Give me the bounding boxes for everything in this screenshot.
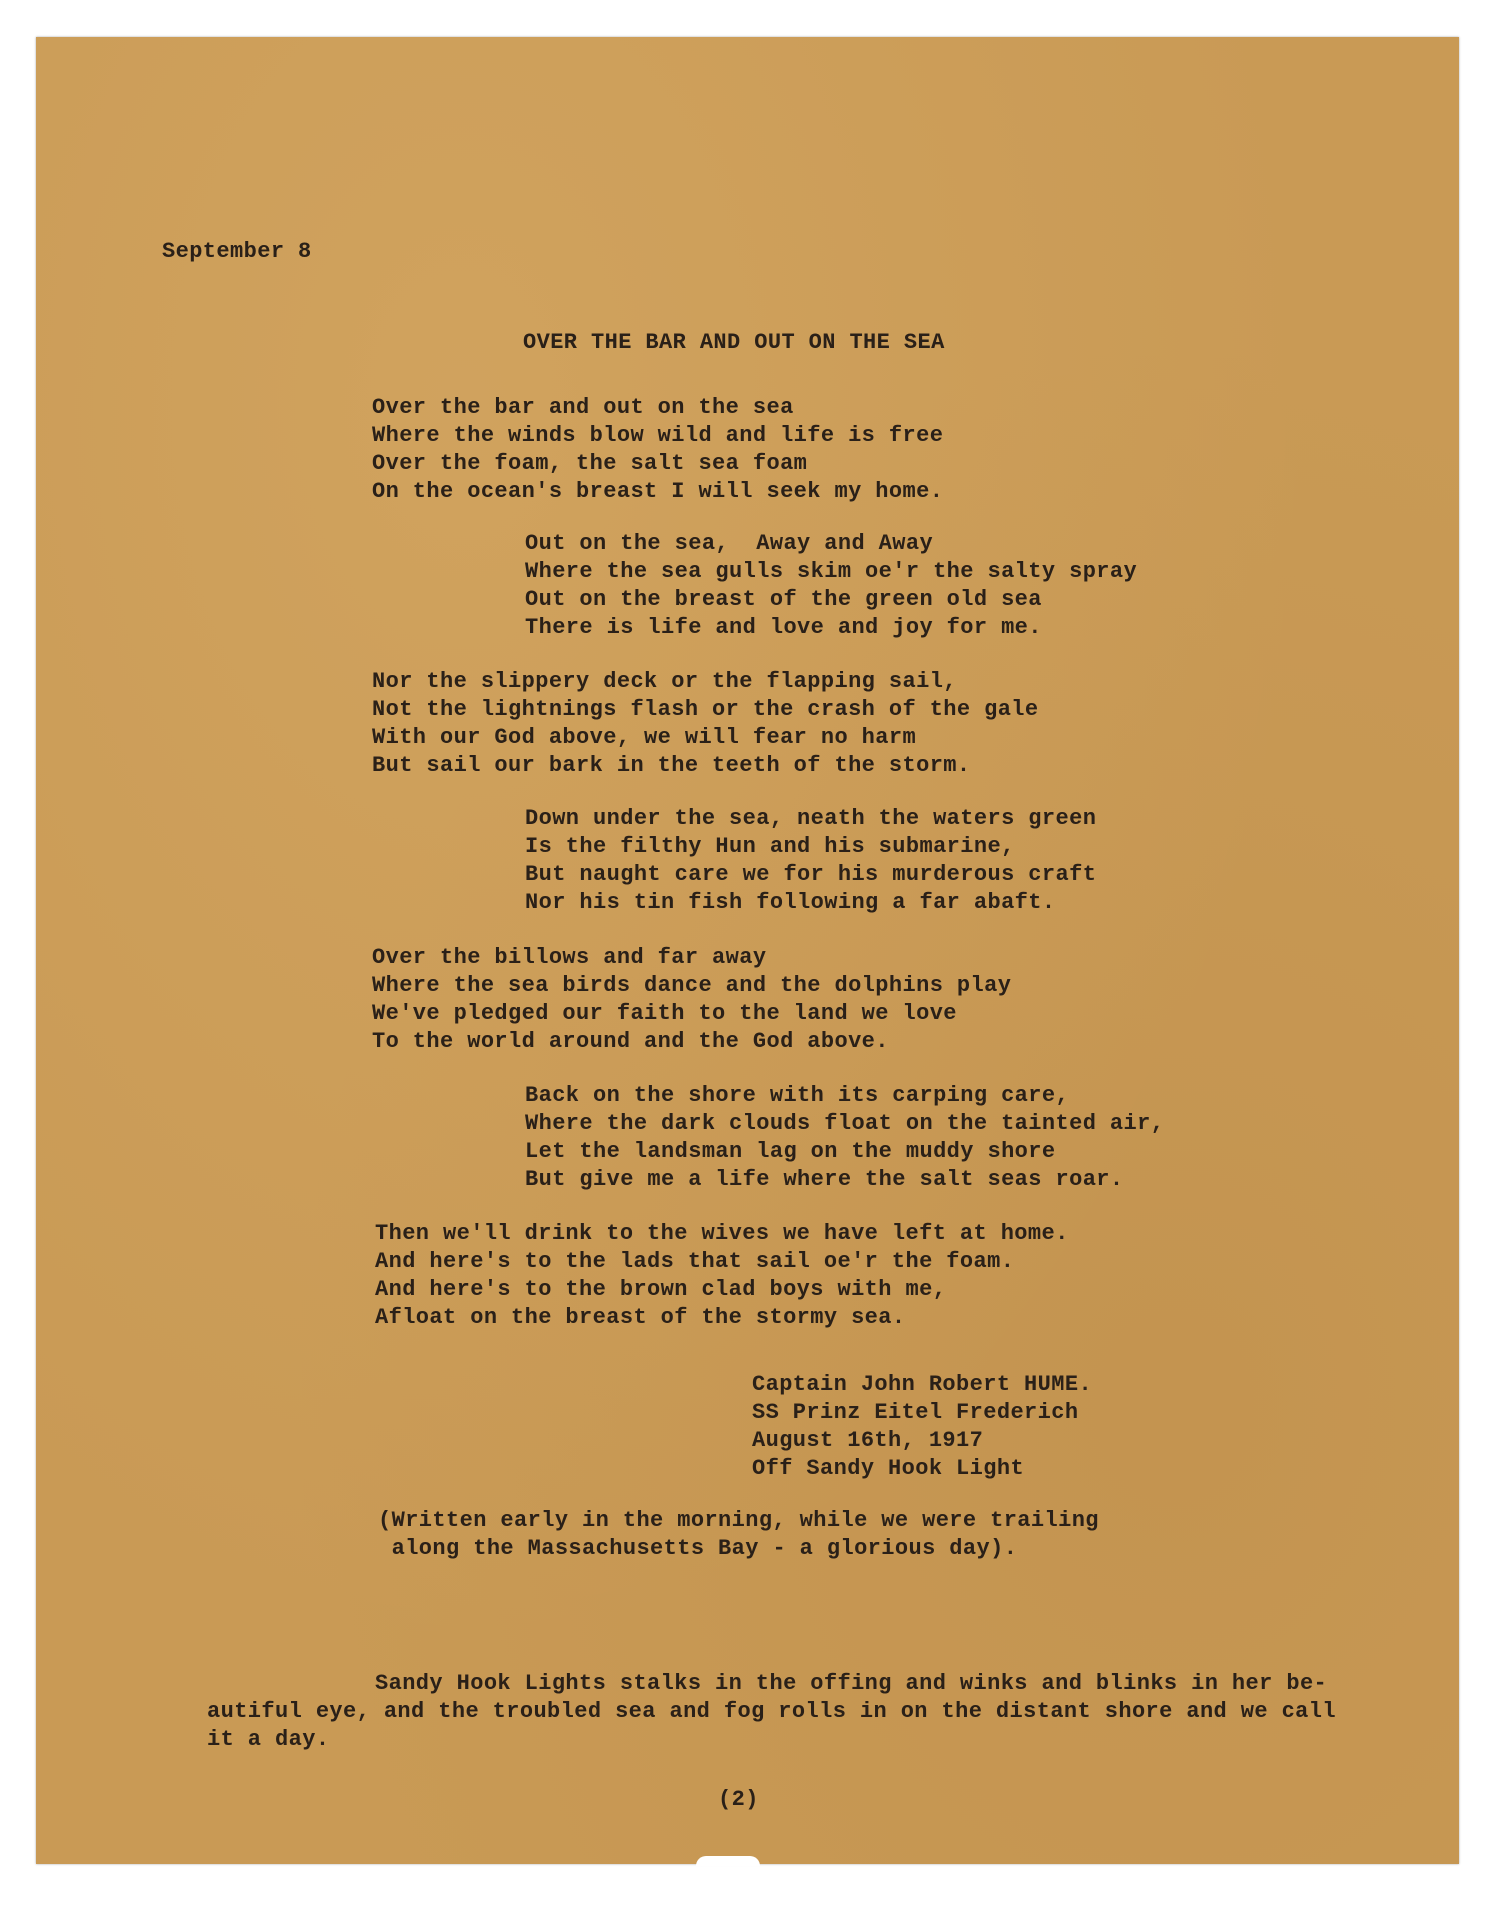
poem-line: But give me a life where the salt seas roar.	[525, 1167, 1124, 1192]
signature-line: August 16th, 1917	[752, 1428, 984, 1453]
poem-line: Nor his tin fish following a far abaft.	[525, 890, 1056, 915]
note-line: (Written early in the morning, while we were trailing	[378, 1508, 1099, 1533]
closing-paragraph: Sandy Hook Lights stalks in the offing and winks and blinks in her be-autiful eye, and the troubled sea and fog rolls in on the distant shore and we call it a day.	[207, 1671, 1336, 1752]
poem-line: There is life and love and joy for me.	[525, 615, 1042, 640]
poem-line: On the ocean's breast I will seek my home.	[372, 479, 944, 504]
poem-line: Over the billows and far away	[372, 945, 767, 970]
stanza-5	[372, 944, 1011, 1056]
poem-line: Nor the slippery deck or the flapping sail,	[372, 669, 957, 694]
signature-line: SS Prinz Eitel Frederich	[752, 1400, 1079, 1425]
poem-line: And here's to the brown clad boys with me,	[375, 1277, 947, 1302]
poem-line: With our God above, we will fear no harm	[372, 725, 917, 750]
signature-line: Off Sandy Hook Light	[752, 1456, 1025, 1481]
signature-line: Captain John Robert HUME.	[752, 1372, 1093, 1397]
poem-line: Where the sea gulls skim oe'r the salty spray	[525, 559, 1138, 584]
stanza-6	[525, 1082, 1164, 1194]
poem-line: Down under the sea, neath the waters green	[525, 806, 1097, 831]
poem-line: Let the landsman lag on the muddy shore	[525, 1139, 1056, 1164]
poem-line: Then we'll drink to the wives we have left at home.	[375, 1221, 1069, 1246]
page-number: (2)	[718, 1787, 759, 1812]
stanza-4	[525, 805, 1096, 917]
signature-block	[752, 1371, 1092, 1483]
page-tear-notch	[696, 1856, 760, 1866]
poem-line: Afloat on the breast of the stormy sea.	[375, 1305, 906, 1330]
poem-line: Over the foam, the salt sea foam	[372, 451, 808, 476]
stanza-7	[375, 1220, 1069, 1332]
poem-line: Where the sea birds dance and the dolphins play	[372, 973, 1012, 998]
poem-line: But naught care we for his murderous craft	[525, 862, 1097, 887]
poem-line: Where the dark clouds float on the tainted air,	[525, 1111, 1165, 1136]
poem-line: To the world around and the God above.	[372, 1029, 889, 1054]
poem-line: Back on the shore with its carping care,	[525, 1083, 1070, 1108]
stanza-1	[372, 394, 943, 506]
composition-note	[378, 1507, 1099, 1563]
poem-title: OVER THE BAR AND OUT ON THE SEA	[523, 330, 945, 355]
stanza-2	[525, 530, 1137, 642]
poem-line: Out on the sea, Away and Away	[525, 531, 934, 556]
stanza-3	[372, 668, 1039, 780]
poem-line: Over the bar and out on the sea	[372, 395, 794, 420]
poem-line: Where the winds blow wild and life is free	[372, 423, 944, 448]
date-line: September 8	[162, 239, 312, 264]
poem-line: We've pledged our faith to the land we love	[372, 1001, 957, 1026]
document-page	[36, 37, 1459, 1864]
poem-line: Out on the breast of the green old sea	[525, 587, 1042, 612]
poem-line: Is the filthy Hun and his submarine,	[525, 834, 1015, 859]
poem-line: Not the lightnings flash or the crash of the gale	[372, 697, 1039, 722]
note-line: along the Massachusetts Bay - a glorious day).	[378, 1536, 1018, 1561]
poem-line: And here's to the lads that sail oe'r the foam.	[375, 1249, 1015, 1274]
poem-line: But sail our bark in the teeth of the storm.	[372, 753, 971, 778]
